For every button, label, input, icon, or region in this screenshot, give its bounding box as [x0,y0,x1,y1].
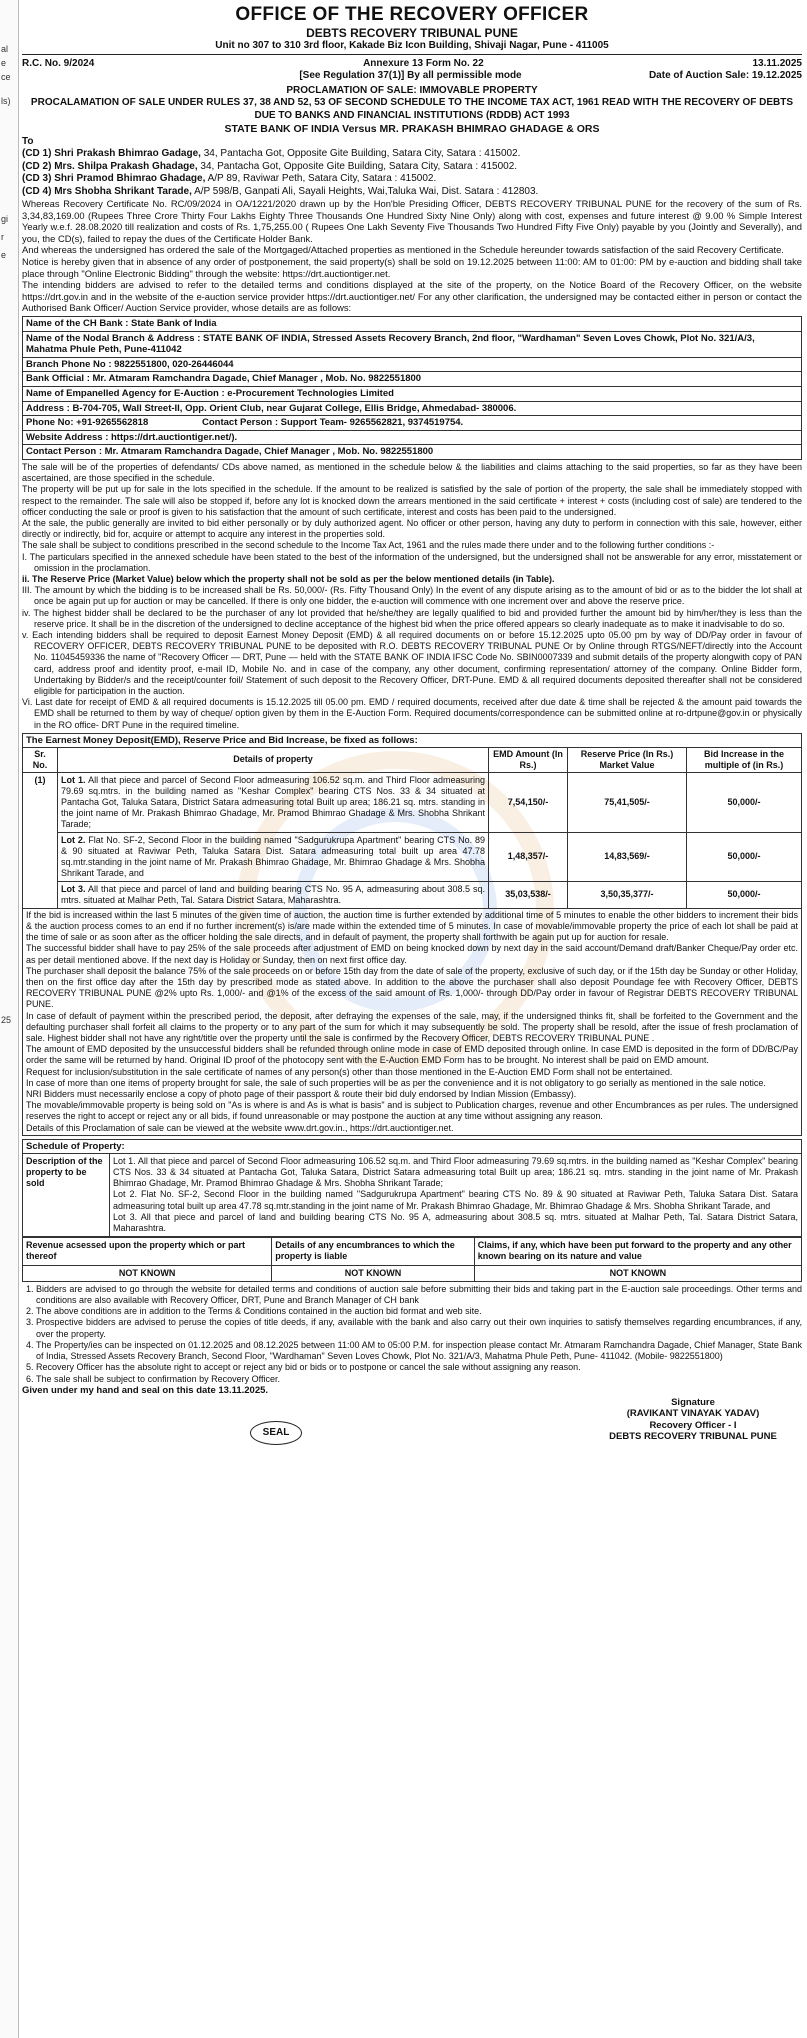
strip-fragment: 25 [1,1015,12,1025]
encumbrances-header: Details of any encumbrances to which the property is liable [272,1238,475,1265]
signature-block [22,1397,802,1461]
condition-para: The sale shall be subject to conditions prescribed in the second schedule to the Income Tax Act, 1961 and the rules made there under and to the following further conditions :- [22,540,715,551]
note-item: 2. The above conditions are in addition to the Terms & Conditions contained in the auction bid format and web site. [36,1306,802,1317]
condition-para: Request for inclusion/substitution in the sale certificate of names of any person(s) other than those mentioned in the E-Auction EMD Form shall not be entertained. [26,1066,673,1077]
intro-paragraphs [22,198,802,314]
post-auction-conditions [22,909,802,1136]
description-label: Description of the property to be sold [23,1153,110,1236]
agency-address-row: Address : B-704-705, Wall Street-II, Opp. Orient Club, near Gujarat College, Ellis Bridge, Ahmedabad- 380006. [23,401,802,416]
condition-para: Details of this Proclamation of sale can be viewed at the website www.drt.gov.in., https://drt.auctiontiger.net. [26,1122,454,1133]
emd-title: The Earnest Money Deposit(EMD), Reserve Price and Bid Increase, be fixed as follows: [22,733,802,747]
col-reserve: Reserve Price (In Rs.) Market Value [568,747,687,772]
tribunal-name: DEBTS RECOVERY TRIBUNAL PUNE [306,26,518,40]
adjacent-page-strip [0,0,19,2038]
rc-number: R.C. No. 9/2024 [22,58,95,69]
schedule-lots [110,1153,802,1236]
lot-1-bid: 50,000/- [687,772,802,832]
signatory [588,1397,798,1443]
seal-stamp: SEAL [250,1421,302,1445]
final-notes [22,1284,802,1385]
strip-fragment: al [1,44,9,54]
condition-para: The property will be put up for sale in the lots specified in the schedule. If the amount to be realized is satisfied by the sale of portion of the property, the sale shall be immediately stopped with respect to the remainder. The sale will also be stopped if, before any lot is knocked down the arrears mentioned in the said certificate + interest + costs (including cost of sale) are tendered to the officer conducting the sale or proof is given to his satisfaction that the amount of such certificate, interest and costs has been paid to the undersigned. [22,484,802,517]
bank-official-row: Bank Official : Mr. Atmaram Ramchandra Dagade, Chief Manager , Mob. No. 9822551800 [23,372,802,387]
lot-3-reserve: 3,50,35,377/- [568,881,687,908]
strip-fragment: e [1,250,7,260]
note-item: 4. The Property/ies can be inspected on 01.12.2025 and 08.12.2025 between 11:00 AM to 05:00 P.M. for inspection please contact Mr. Atmaram Ramchandra Dagade, Chief Manager, State Bank of India, Stressed Assets Recovery Branch, Second Floor, "Wardhaman" Seven Loves Chowk, Plot No. 321/A/3, Mahatma Phule Peth, Pune- 411042. (Mobile- 9822551800) [36,1340,802,1362]
cd-item: (CD 3) Shri Pramod Bhimrao Ghadage, A/P 89, Raviwar Peth, Satara City, Satara : 415002. [22,173,437,185]
signatory-name: (RAVIKANT VINAYAK YADAV) [626,1408,760,1420]
proclamation-page [22,4,802,1461]
contact-person-row: Contact Person : Mr. Atmaram Ramchandra Dagade, Chief Manager , Mob. No. 9822551800 [23,445,802,460]
cd-item: (CD 2) Mrs. Shilpa Prakash Ghadage, 34, Pantacha Got, Opposite Gite Building, Satara City, Satara : 415002. [22,160,518,172]
website-row[interactable]: Website Address : https://drt.auctiontiger.net/). [23,430,802,445]
col-emd: EMD Amount (In Rs.) [489,747,568,772]
schedule-claims-table [22,1237,802,1282]
divider [22,54,802,55]
note-item: 1. Bidders are advised to go through the website for detailed terms and conditions of auction sale before submitting their bids and taking part in the E-auction sale proceedings. Other terms and conditions are also available with Recovery Officer, DRT, Pune and Branch Manager of CH bank [36,1284,802,1306]
condition-item: ii. The Reserve Price (Market Value) below which the property shall not be sold as per the below mentioned details (in Table). [22,573,555,584]
condition-para: The amount of EMD deposited by the unsuccessful bidders shall be refunded through online mode in case of EMD deposited through online. In case EMD is deposited in the form of DD/BC/Pay order the same will be returned by hand. Original ID proof of the photocopy sent with the E-Auction EMD Form has to be brought. No interest shall be paid on EMD amount. [26,1044,798,1066]
condition-item: I. The particulars specified in the annexed schedule have been stated to the best of the information of the undersigned, but the undersigned shall not be answerable for any error, misstatement or omission in the proclamation. [22,551,802,573]
to-label: To [22,136,34,147]
agency-contact: Contact Person : Support Team- 9265562821, 9374519754. [199,416,802,431]
lot-1-reserve: 75,41,505/- [568,772,687,832]
signatory-office: DEBTS RECOVERY TRIBUNAL PUNE [609,1431,777,1443]
ch-bank-row: Name of the CH Bank : State Bank of India [23,316,802,331]
cd-list [22,148,802,198]
strip-fragment: ce [1,72,11,82]
sr-number: (1) [23,772,58,908]
condition-item: iv. The highest bidder shall be declared to be the purchaser of any lot provided that he/she/they are legally qualified to bid and provided further the amount bid by him/her/they is less than the reserve price. It shall be in the discretion of the undersigned to decline acceptance of the highest bid when the price offered appears so clearly inadequate as to make it inadvisable to do so. [22,607,802,629]
revenue-header: Revenue acsessed upon the property which or part thereof [23,1238,272,1265]
note-item: 3. Prospective bidders are advised to peruse the copies of title deeds, if any, available with the bank and also carry out their own inquiries to satisfy themselves regarding encumbrances, if any, over the property. [36,1317,802,1339]
annexure-label: Annexure 13 Form No. 22 [363,58,484,69]
note-item: 5. Recovery Officer has the absolute right to accept or reject any bid or bids or to postpone or cancel the sale without assigning any reason. [36,1362,802,1373]
lot-3-details: Lot 3. All that piece and parcel of land and building bearing CTS No. 95 A, admeasuring about 308.5 sq. mtrs. situated at Malhar Peth, Tal. Satara District Satara, Maharashtra. [58,881,489,908]
schedule-lot: Lot 2. Flat No. SF-2, Second Floor in the building named "Sadgurukrupa Apartment" bearing CTS No. 89 & 90 situated at Raviwar Peth, Taluka Satara Dist. Satara admeasuring total built up area 47.78 sq.mtr.standing in the joint name of Mr. Prakash Bhimrao Ghadage, Mr. Bhimrao Ghadage & Mrs. Shobha Shrikant Tarade, and [113,1189,798,1211]
heading-parties: STATE BANK OF INDIA Versus MR. PRAKASH BHIMRAO GHADAGE & ORS [224,123,600,135]
claims-value: NOT KNOWN [474,1265,801,1281]
cd-item: (CD 4) Mrs Shobha Shrikant Tarade, A/P 598/B, Ganpati Ali, Sayali Heights, Wai,Taluka Wai, Dist. Satara : 412803. [22,185,539,197]
note-item: 6. The sale shall be subject to confirmation by Recovery Officer. [36,1374,802,1385]
heading-rules: PROCALAMATION OF SALE UNDER RULES 37, 38 AND 52, 53 OF SECOND SCHEDULE TO THE INCOME TAX ACT, 1961 READ WITH THE RECOVERY OF DEBTS DUE TO BANKS AND FINANCIAL INSTITUTIONS (RDDB) ACT 1993 [30,97,794,121]
strip-fragment: ls) [1,96,11,106]
condition-item: III. The amount by which the bidding is to be increased shall be Rs. 50,000/- (Rs. Fifty Thousand Only) In the event of any dispute arising as to the amount of bid or as to the bidder the lot shall at once be again put up for auction or may be cancelled. If there is only one bidder, the e-auction will commence with one increment over and above the reserve price. [22,585,803,607]
condition-item: v. Each intending bidders shall be required to deposit Earnest Money Deposit (EMD) & all required documents on or before 15.12.2025 upto 05.00 pm by way of DD/Pay order in favour of RECOVERY OFFICER, DEBTS RECOVERY TRIBUNAL PUNE to be deposited with R.O. DEBTS RECOVERY TRIBUNAL PUNE Or by Online through RTGS/NEFT/directly into the Account No. 11045459336 the name of "Recovery Officer — DRT, Pune — held with the STATE BANK OF INDIA IFSC Code No. SBIN0007339 and submit details of the property alongwith copy of PAN card, address proof and identity proof, e-mail ID, Mobile No. and in case of the company, any other document, confirming representation/ attorney of the company. Online Bidder form, Undertaking by Bidder/s and the receipt/counter foil/ Statement of such deposit to the Recovery Officer, DRT-Pune. EMD & all required documents deposited thereafter shall not be considered eligible for participation in the auction. [22,629,802,696]
claims-header: Claims, if any, which have been put forward to the property and any other known bearing on its nature and value [474,1238,801,1265]
condition-para: NRI Bidders must necessarily enclose a copy of photo page of their passport & route their bid duly endorsed by Indian Mission (Embassy). [26,1089,577,1100]
emd-table [22,747,802,909]
table-row [23,772,802,832]
table-row [23,832,802,881]
revenue-value: NOT KNOWN [23,1265,272,1281]
condition-para: The sale will be of the properties of defendants/ CDs above named, as mentioned in the schedule below & the liabilities and claims attaching to the said properties, so far as they have been ascertained, are those specified in the schedule. [22,461,802,484]
condition-para: The purchaser shall deposit the balance 75% of the sale proceeds on or before 15th day from the date of sale of the property, exclusive of such day, or if the 15th day be Sunday or other Holiday, then on the first office day after the 15th day by prescribed mode as stated above. In addition to the above the purchaser shall also deposit Poundage fee with Recovery Officer, DEBTS RECOVERY TRIBUNAL PUNE @2% upto Rs. 1,000/- and @1% of the excess of the said amount of Rs. 1,000/- through DD/Pay order in favour of Registrar DEBTS RECOVERY TRIBUNAL PUNE. [26,965,798,1010]
lot-3-bid: 50,000/- [687,881,802,908]
recovery-certificate-para: Whereas Recovery Certificate No. RC/09/2024 in OA/1221/2020 drawn up by the Hon'ble Presiding Officer, DEBTS RECOVERY TRIBUNAL PUNE for the recovery of the sum of Rs. 3,34,83,169.00 (Rupees Three Crore Thirty Four Lakhs Eighty Three Thousands One Hundred Sixty Nine Only) along with cost, expenses and future interest @ 9.00 % Simple Interest Yearly w.e.f. 28.08.2020 till realization and costs of Rs. 1,75,255.00 ( Rupees One Lakh Seventy Five Thousands Two Hundred Fifty Five Only) payable by you (Jointly and Severally), and you, the CD(s), failed to repay the dues of the Certificate Holder Bank. [22,198,802,244]
numbered-conditions [22,552,802,731]
lot-2-bid: 50,000/- [687,832,802,881]
condition-para: In case of more than one items of property brought for sale, the sale of such properties will be as per the convenience and it is not obligatory to go serially as mentioned in the sale notice. [26,1077,766,1088]
nodal-branch-row: Name of the Nodal Branch & Address : STATE BANK OF INDIA, Stressed Assets Recovery Branch, 2nd floor, "Wardhaman" Seven Loves Chowk, Plot No. 321/A/3, Mahatma Phule Peth, Pune-411042 [23,331,802,357]
office-address: Unit no 307 to 310 3rd floor, Kakade Biz Icon Building, Shivaji Nagar, Pune - 411005 [215,40,609,51]
bidder-advice-para: The intending bidders are advised to refer to the detailed terms and conditions displayed at the site of the property, on the Notice Board of the Recovery Officer, on the website https://drt.gov.in and in the website of the e-auction service provider https://drt.auctiontiger.net/ For any other clarification, the undersigned may be contacted either in person or contact the Authorised Bank Officer/ Auction Service provider, whose details are as follows: [22,279,802,314]
col-details: Details of property [58,747,489,772]
signature-label: Signature [671,1396,715,1408]
sale-order-para: And whereas the undersigned has ordered the sale of the Mortgaged/Attached properties as mentioned in the Schedule hereunder towards satisfaction of the said Recovery Certificate. [22,244,784,256]
lot-1-details: Lot 1. All that piece and parcel of Second Floor admeasuring 106.52 sq.m. and Third Floor admeasuring 79.69 sq.mtrs. in the building named as "Keshar Complex" bearing CTS Nos. 33 & 34 situated at Pantacha Got, Taluka Satara, District Satara admeasuring total Built up area; 186.21 sq. mtrs. standing in the joint name of Mr. Prakash Bhimrao Ghadage, Mr. Pramod Bhimrao Ghadage & Mrs. Shobha Shrikant Tarade; [58,772,489,832]
schedule-lot: Lot 1. All that piece and parcel of Second Floor admeasuring 106.52 sq.m. and Third Floor admeasuring 79.69 sq.mtrs. in the building named as "Keshar Complex" bearing CTS Nos. 33 & 34 situated at Pantacha Got, Taluka Satara, District Satara admeasuring total Built up area; 186.21 sq. mtrs. standing in the joint name of Mr. Prakash Bhimrao Ghadage, Mr. Pramod Bhimrao Ghadage & Mrs. Shobha Shrikant Tarade; [113,1155,798,1189]
strip-fragment: r [1,232,4,242]
strip-fragment: gi [1,214,9,224]
col-sr: Sr. No. [23,747,58,772]
agency-row: Name of Empanelled Agency for E-Auction : e-Procurement Technologies Limited [23,386,802,401]
schedule-lot: Lot 3. All that piece and parcel of land and building bearing CTS No. 95 A, admeasuring about 308.5 sq. mtrs. situated at Malhar Peth, Tal. Satara District Satara, Maharashtra. [113,1211,798,1234]
col-bid: Bid Increase in the multiple of (in Rs.) [687,747,802,772]
condition-para: In case of default of payment within the prescribed period, the deposit, after defraying the expenses of the sale, may, if the undersigned thinks fit, shall be forfeited to the Government and the defaulting purchaser shall forfeit all claims to the property or to any part of the sum for which it may subsequently be sold. The property shall be resold, after the issue of fresh proclamation of sale. Highest bidder shall not have any right/title over the property until the sale is confirmed by the Recovery Officer, DEBTS RECOVERY TRIBUNAL PUNE . [26,1010,798,1044]
office-title: OFFICE OF THE RECOVERY OFFICER [235,4,589,25]
condition-para: If the bid is increased within the last 5 minutes of the given time of auction, the auction time is further extended by additional time of 5 minutes to enable the other bidders to increment their bids & the auction process comes to an end if no further increment(s) is/are made within the extended time of 5 minutes. In case of movable/immovable property the price of each lot shall be paid at the time of sale or as soon after as the officer holding the sale directs, and in default of payment, the property shall forthwith be again put up for auction for resale. [26,909,798,943]
agency-phone: Phone No: +91-9265562818 [23,416,200,431]
encumbrances-value: NOT KNOWN [272,1265,475,1281]
branch-phone-row: Branch Phone No : 9822551800, 020-26446044 [23,357,802,372]
lot-3-emd: 35,03,538/- [489,881,568,908]
cd-item: (CD 1) Shri Prakash Bhimrao Gadage, 34, Pantacha Got, Opposite Gite Building, Satara City, Satara : 415002. [22,148,521,160]
heading-proclamation: PROCLAMATION OF SALE: IMMOVABLE PROPERTY [286,85,538,96]
sale-conditions [22,462,802,552]
lot-2-emd: 1,48,357/- [489,832,568,881]
table-row [23,881,802,908]
schedule-table [22,1153,802,1237]
condition-item: Vi. Last date for receipt of EMD & all required documents is 15.12.2025 till 05.00 pm. EMD / required documents, received after due date & time shall be rejected & the amount paid towards the EMD shall be returned to them by way of cheque/ option given by them in the E-Auction Form. Required documents/correspondence can be submitted online at ro-drtpune@gov.in or physically in the RO office- DRT Pune in the required timeline. [22,697,802,730]
contact-details-table [22,316,802,460]
regulation-label: [See Regulation 37(1)] By all permissible mode [299,70,522,81]
auction-notice-para: Notice is hereby given that in absence of any order of postponement, the said property(s) shall be sold on 19.12.2025 between 11:00: AM to 01:00: PM by e-auction and bidding shall take place through "Online Electronic Bidding" through the website: https://drt.auctiontiger.net. [22,256,802,279]
lot-1-emd: 7,54,150/- [489,772,568,832]
condition-para: At the sale, the public generally are invited to bid either personally or by duly authorized agent. No officer or other person, having any duty to perform in connection with this sale, however, either directly or indirectly, bid for, acquire or attempt to acquire any interest in the properties sold. [22,517,802,540]
letterhead [22,4,802,51]
lot-2-reserve: 14,83,569/- [568,832,687,881]
notice-date: 13.11.2025 [752,58,802,69]
condition-para: The successful bidder shall have to pay 25% of the sale proceeds after adjustment of EMD on being knocked down by next day in the said account/Demand draft/Banker Cheque/Pay order etc. as per detail mentioned above. If the next day is Holiday or Sunday, then on next first office day. [26,943,798,965]
auction-date: Date of Auction Sale: 19.12.2025 [648,70,802,81]
lot-2-details: Lot 2. Flat No. SF-2, Second Floor in the building named "Sadgurukrupa Apartment" bearing CTS No. 89 & 90 situated at Raviwar Peth, Taluka Satara Dist. Satara admeasuring total built up area 47.78 sq.mtr.standing in the joint name of Mr. Prakash Bhimrao Ghadage, Mr. Bhimrao Ghadage & Mrs. Shobha Shrikant Tarade, and [58,832,489,881]
given-under-line: Given under my hand and seal on this date 13.11.2025. [22,1384,269,1396]
meta-row-1 [22,58,802,70]
condition-para: The movable/immovable property is being sold on "As is where is and As is what is basis" and is subject to Publication charges, revenue and other Encumbrances as per rules. The undersigned reserves the right to accept or reject any or all bids, if found unreasonable or may postpone the auction at any time without assigning any reason. [26,1100,798,1122]
schedule-title: Schedule of Property: [22,1139,802,1153]
strip-fragment: e [1,58,7,68]
meta-row-2 [22,70,802,82]
signatory-title: Recovery Officer - I [649,1419,737,1431]
